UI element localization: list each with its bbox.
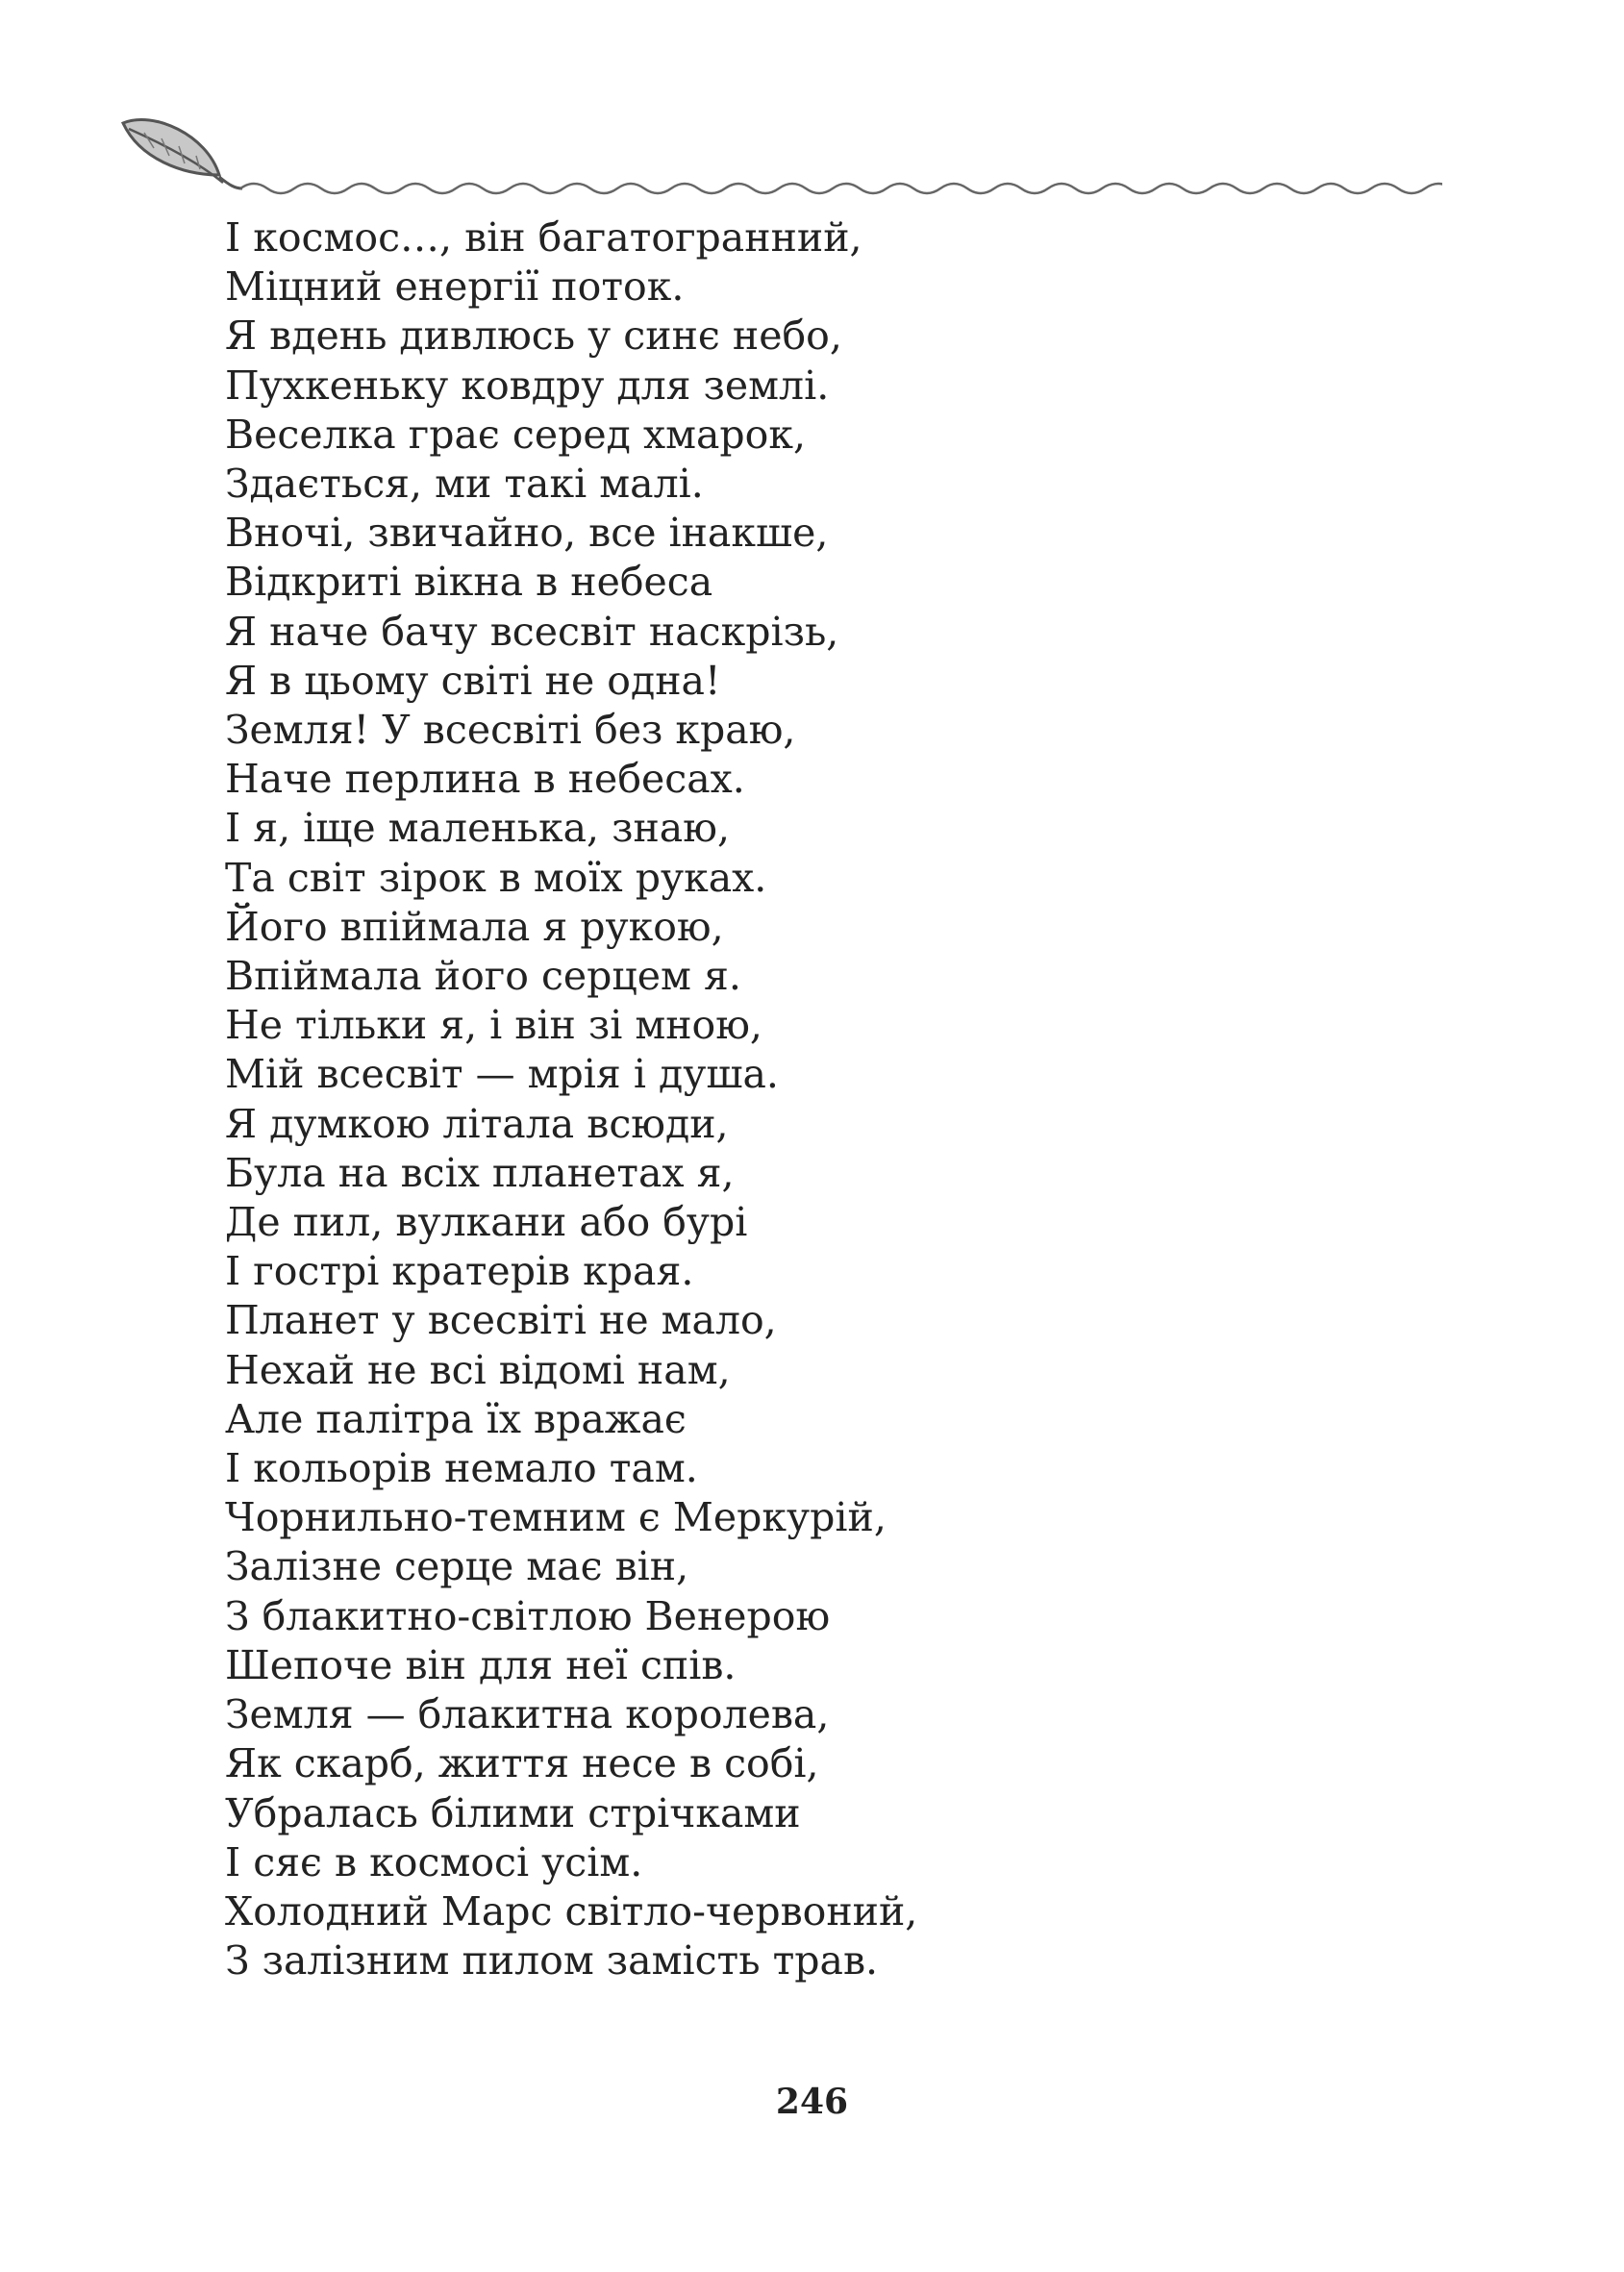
poem-line: Як скарб, життя несе в собі, xyxy=(225,1740,819,1787)
poem-line: Міцний енергії поток. xyxy=(225,263,685,311)
poem-line: Відкриті вікна в небеса xyxy=(225,559,713,606)
poem-line: Земля — блакитна королева, xyxy=(225,1691,830,1738)
poem-line: З блакитно-світлою Венерою xyxy=(225,1592,831,1639)
poem-line: Веселка грає серед хмарок, xyxy=(225,411,806,458)
page-number: 246 xyxy=(775,2082,849,2122)
poem-line: Залізне серце має він, xyxy=(225,1543,689,1590)
poem-line: Мій всесвіт — мрія і душа. xyxy=(225,1051,779,1098)
wavy-line xyxy=(240,184,1442,193)
poem-line: Я вдень дивлюсь у синє небо, xyxy=(225,312,842,360)
poem-line: Впіймала його серцем я. xyxy=(225,953,741,1000)
poem-line: Планет у всесвіті не мало, xyxy=(225,1297,777,1344)
poem-line: І космос…, він багатогранний, xyxy=(225,214,862,261)
poem-line: Але палітра їх вражає xyxy=(225,1395,687,1442)
poem-text xyxy=(225,213,1475,1985)
poem-line: Я наче бачу всесвіт наскрізь, xyxy=(225,608,839,655)
header-ornament xyxy=(115,106,1442,202)
poem-line: Я в цьому світі не одна! xyxy=(225,657,721,704)
poem-line: Пухкеньку ковдру для землі. xyxy=(225,362,830,409)
poem-line: Убралась білими стрічками xyxy=(225,1789,801,1836)
poem-line: Та світ зірок в моїх руках. xyxy=(225,854,767,901)
poem-line: І гострі кратерів края. xyxy=(225,1248,694,1295)
poem-line: Чорнильно-темним є Меркурій, xyxy=(225,1494,887,1541)
poem-line: Я думкою літала всюди, xyxy=(225,1100,729,1147)
poem-line: Вночі, звичайно, все інакше, xyxy=(225,510,829,557)
poem-line: Його впіймала я рукою, xyxy=(225,903,724,950)
poem-line: Земля! У всесвіті без краю, xyxy=(225,707,796,754)
poem-line: Наче перлина в небесах. xyxy=(225,756,745,803)
poem-line: Холодний Марс світло-червоний, xyxy=(225,1887,918,1935)
poem-line: Нехай не всі відомі нам, xyxy=(225,1346,731,1393)
poem-line: Шепоче він для неї спів. xyxy=(225,1641,737,1688)
poem-line: І кольорів немало там. xyxy=(225,1445,698,1492)
poem-line: І я, іще маленька, знаю, xyxy=(225,805,730,852)
poem-line: І сяє в космосі усім. xyxy=(225,1838,643,1885)
poem-line: Здається, ми такі малі. xyxy=(225,461,704,508)
poem-line: Не тільки я, і він зі мною, xyxy=(225,1002,762,1049)
poem-line: З залізним пилом замість трав. xyxy=(225,1937,879,1985)
poem-line: Де пил, вулкани або бурі xyxy=(225,1199,748,1246)
poem-line: Була на всіх планетах я, xyxy=(225,1149,735,1196)
feather-icon xyxy=(123,120,242,188)
